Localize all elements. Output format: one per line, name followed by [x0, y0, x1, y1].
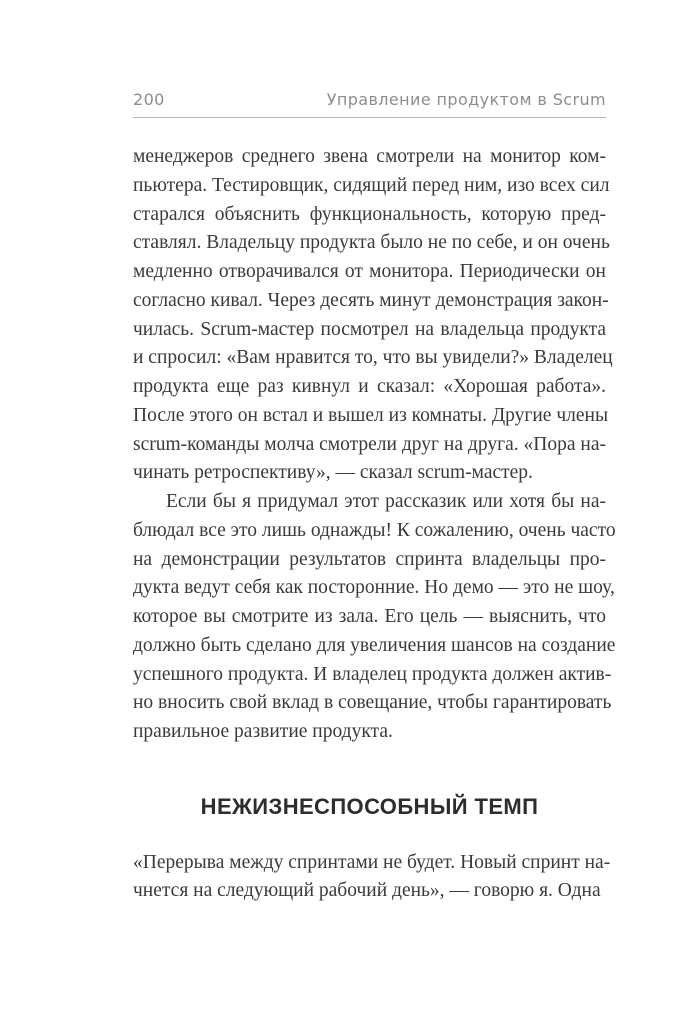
- text-line: успешного продукта. И владелец продукта должен актив-: [133, 663, 612, 685]
- text-line: scrum-команды молча смотрели друг на друга. «Пора на-: [133, 433, 606, 455]
- text-line: После этого он встал и вышел из комнаты. Другие члены: [133, 404, 609, 426]
- text-line: старался объяснить функциональность, которую пред-: [133, 203, 606, 225]
- text-line: дукта ведут себя как посторонние. Но демо — это не шоу,: [133, 577, 615, 599]
- text-line: которое вы смотрите из зала. Его цель — выяснить, что: [133, 606, 606, 627]
- running-title: Управление продуктом в Scrum: [326, 90, 606, 109]
- text-line: менеджеров среднего звена смотрели на монитор ком-: [133, 146, 606, 167]
- text-line: «Перерыва между спринтами не будет. Новый спринт на-: [133, 851, 611, 873]
- text-line: правильное развитие продукта.: [133, 721, 393, 742]
- text-line: чнется на следующий рабочий день», — говорю я. Одна: [133, 880, 601, 902]
- text-line: но вносить свой вклад в совещание, чтобы гарантировать: [133, 692, 612, 714]
- text-line: должно быть сделано для увеличения шансов на создание: [133, 634, 616, 656]
- text-line: Если бы я придумал этот рассказик или хотя бы на-: [166, 491, 606, 512]
- text-line: чилась. Scrum-мастер посмотрел на владельца продукта: [133, 318, 606, 340]
- section-heading: НЕЖИЗНЕСПОСОБНЫЙ ТЕМП: [200, 793, 539, 819]
- text-line: пьютера. Тестировщик, сидящий перед ним, изо всех сил: [133, 174, 610, 196]
- text-line: блюдал все это лишь однажды! К сожалению, очень часто: [133, 519, 616, 541]
- paragraph: [133, 488, 616, 747]
- text-line: и спросил: «Вам нравится то, что вы увидели?» Владелец: [133, 347, 613, 369]
- page-number: 200: [133, 90, 165, 109]
- text-line: ставлял. Владельцу продукта было не по себе, и он очень: [133, 232, 610, 254]
- text-line: чинать ретроспективу», — сказал scrum-мастер.: [133, 462, 533, 484]
- text-line: медленно отворачивался от монитора. Периодически он: [133, 261, 606, 282]
- text-line: согласно кивал. Через десять минут демонстрация закон-: [133, 289, 609, 311]
- text-line: продукта еще раз кивнул и сказал: «Хорошая работа».: [133, 376, 606, 397]
- page-header: [133, 90, 606, 118]
- paragraph: [133, 849, 611, 907]
- text-line: на демонстрации результатов спринта владельцы про-: [133, 548, 606, 570]
- page-content: [133, 90, 616, 906]
- paragraph: [133, 143, 613, 488]
- body-text: [133, 143, 616, 906]
